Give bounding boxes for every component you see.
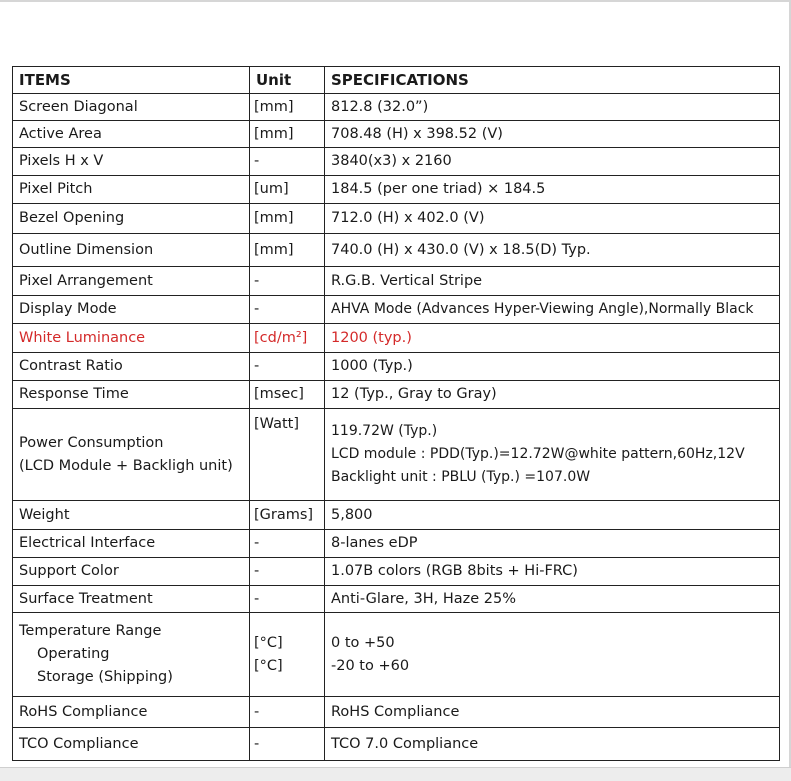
spec-cell: AHVA Mode (Advances Hyper-Viewing Angle),Normally Black xyxy=(325,296,780,324)
spec-cell: 1000 (Typ.) xyxy=(325,353,780,381)
item-cell: Active Area xyxy=(13,121,250,148)
unit-cell: - xyxy=(250,148,325,176)
unit-cell: - xyxy=(250,697,325,728)
item-cell xyxy=(13,613,250,697)
spec-cell: 812.8 (32.0”) xyxy=(325,94,780,121)
specifications-table xyxy=(12,66,780,761)
table-row xyxy=(13,234,780,267)
spec-cell: RoHS Compliance xyxy=(325,697,780,728)
spec-cell: R.G.B. Vertical Stripe xyxy=(325,267,780,296)
spec-cell: 708.48 (H) x 398.52 (V) xyxy=(325,121,780,148)
table-row xyxy=(13,148,780,176)
header-items: ITEMS xyxy=(13,67,250,94)
unit-cell: [Grams] xyxy=(250,501,325,530)
table-row xyxy=(13,586,780,613)
table-row xyxy=(13,204,780,234)
table-row xyxy=(13,558,780,586)
item-cell xyxy=(13,409,250,501)
spec-cell: 8-lanes eDP xyxy=(325,530,780,558)
spec-line: LCD module : PDD(Typ.)=12.72W@white pattern,60Hz,12V xyxy=(331,446,745,462)
unit-cell: - xyxy=(250,728,325,761)
spec-line: -20 to +60 xyxy=(331,657,410,674)
item-cell: Surface Treatment xyxy=(13,586,250,613)
unit-cell: [um] xyxy=(250,176,325,204)
unit-cell: - xyxy=(250,296,325,324)
unit-line: [°C] xyxy=(254,634,283,651)
spec-cell: 184.5 (per one triad) × 184.5 xyxy=(325,176,780,204)
unit-cell: - xyxy=(250,586,325,613)
table-row xyxy=(13,176,780,204)
table-row xyxy=(13,381,780,409)
unit-cell: - xyxy=(250,267,325,296)
unit-cell: [msec] xyxy=(250,381,325,409)
spec-cell xyxy=(325,613,780,697)
table-row xyxy=(13,121,780,148)
table-row xyxy=(13,728,780,761)
item-line: Power Consumption xyxy=(19,434,164,451)
item-cell: Screen Diagonal xyxy=(13,94,250,121)
item-cell: Outline Dimension xyxy=(13,234,250,267)
item-cell: Bezel Opening xyxy=(13,204,250,234)
spec-line: 119.72W (Typ.) xyxy=(331,423,438,439)
item-cell: Display Mode xyxy=(13,296,250,324)
table-row xyxy=(13,296,780,324)
header-unit: Unit xyxy=(250,67,325,94)
spec-cell: Anti-Glare, 3H, Haze 25% xyxy=(325,586,780,613)
unit-line: [°C] xyxy=(254,657,283,674)
item-cell: White Luminance xyxy=(13,324,250,353)
unit-cell: [mm] xyxy=(250,234,325,267)
spec-cell: 3840(x3) x 2160 xyxy=(325,148,780,176)
item-cell: Pixel Arrangement xyxy=(13,267,250,296)
item-cell: Support Color xyxy=(13,558,250,586)
spec-line: Backlight unit : PBLU (Typ.) =107.0W xyxy=(331,469,591,485)
top-divider xyxy=(0,0,791,2)
unit-cell: [mm] xyxy=(250,204,325,234)
table-row-highlight xyxy=(13,324,780,353)
table-row xyxy=(13,94,780,121)
unit-cell: [Watt] xyxy=(250,409,325,501)
spec-cell: 1.07B colors (RGB 8bits + Hi-FRC) xyxy=(325,558,780,586)
item-cell: Electrical Interface xyxy=(13,530,250,558)
unit-cell xyxy=(250,613,325,697)
unit-cell: - xyxy=(250,558,325,586)
item-line: (LCD Module + Backligh unit) xyxy=(19,457,233,474)
unit-cell: [mm] xyxy=(250,121,325,148)
item-cell: RoHS Compliance xyxy=(13,697,250,728)
table-row xyxy=(13,409,780,501)
item-line: Storage (Shipping) xyxy=(37,669,173,685)
table-row xyxy=(13,267,780,296)
unit-cell: [cd/m²] xyxy=(250,324,325,353)
spec-cell: 12 (Typ., Gray to Gray) xyxy=(325,381,780,409)
bottom-band xyxy=(0,767,791,781)
item-cell: Contrast Ratio xyxy=(13,353,250,381)
spec-cell: 5,800 xyxy=(325,501,780,530)
item-line: Temperature Range xyxy=(19,623,162,639)
table-row xyxy=(13,530,780,558)
item-cell: Pixel Pitch xyxy=(13,176,250,204)
table-row xyxy=(13,501,780,530)
spec-cell: TCO 7.0 Compliance xyxy=(325,728,780,761)
item-line: Operating xyxy=(37,646,110,662)
table-row xyxy=(13,697,780,728)
item-cell: Weight xyxy=(13,501,250,530)
unit-cell: - xyxy=(250,353,325,381)
unit-cell: [mm] xyxy=(250,94,325,121)
item-cell: Pixels H x V xyxy=(13,148,250,176)
table-row xyxy=(13,613,780,697)
spec-cell: 712.0 (H) x 402.0 (V) xyxy=(325,204,780,234)
spec-cell: 740.0 (H) x 430.0 (V) x 18.5(D) Typ. xyxy=(325,234,780,267)
header-row xyxy=(13,67,780,94)
spec-line: 0 to +50 xyxy=(331,634,395,651)
spec-cell: 1200 (typ.) xyxy=(325,324,780,353)
item-cell: TCO Compliance xyxy=(13,728,250,761)
header-specifications: SPECIFICATIONS xyxy=(325,67,780,94)
table-row xyxy=(13,353,780,381)
spec-cell xyxy=(325,409,780,501)
item-cell: Response Time xyxy=(13,381,250,409)
unit-cell: - xyxy=(250,530,325,558)
